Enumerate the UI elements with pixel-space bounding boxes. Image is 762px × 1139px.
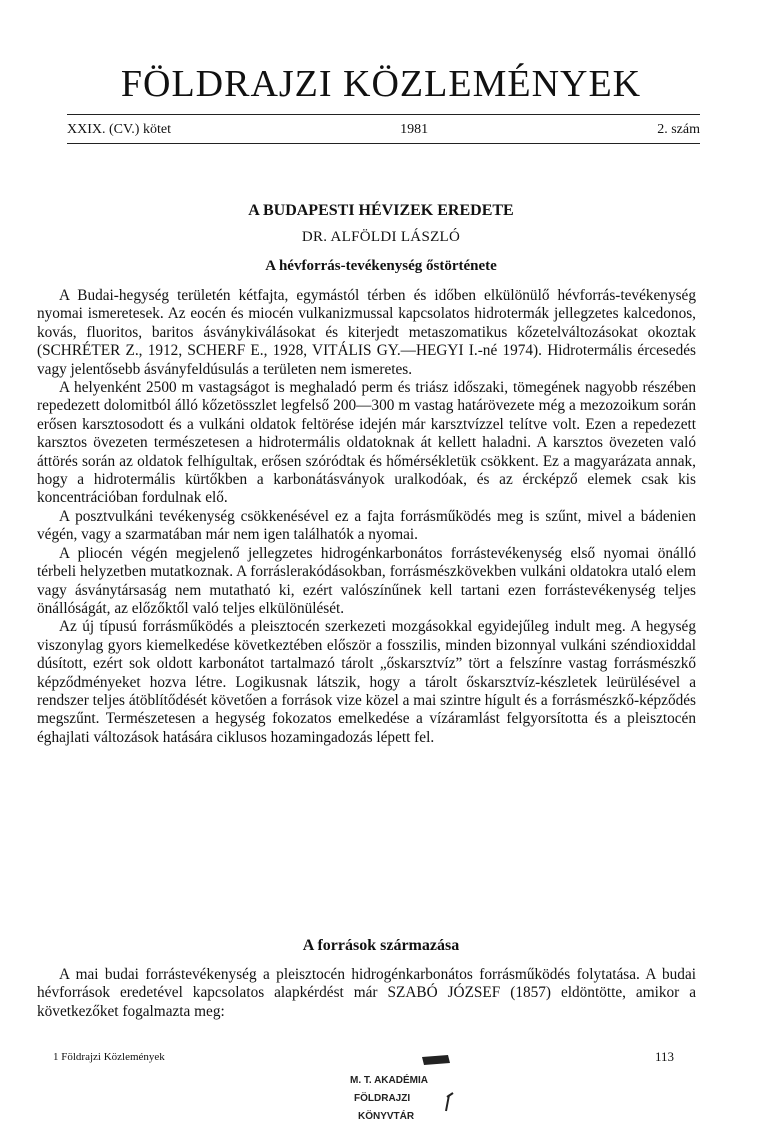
volume-label: XXIX. (CV.) kötet <box>67 122 171 137</box>
article-title: A BUDAPESTI HÉVIZEK EREDETE <box>248 202 514 219</box>
header-rule-bottom <box>67 143 700 144</box>
section-1-body <box>37 287 696 747</box>
library-stamp <box>350 1053 460 1133</box>
paragraph: A posztvulkáni tevékenység csökkenésével ez a fajta forrásműködés meg is szűnt, mivel a bádenien végén, vagy a szarmatában már nem igen találhatók a nyomai. <box>37 507 696 544</box>
section-2-body <box>37 966 696 1021</box>
section-heading-2: A források származása <box>302 937 460 954</box>
footer-signature: 1 Földrajzi Közlemények <box>53 1051 165 1063</box>
paragraph: A Budai-hegység területén kétfajta, egymástól térben és időben elkülönülő hévforrás-tevékenység nyomai ismeretesek. Az eocén és miocén vulkanizmussal kapcsolatos hidrotermák jellegzetes kalcedonos, kovás, fluoritos, baritos ásványkiválásokat és kiterjedt metaszomatikus kőzetelváltozásokat okoztak (SCHRÉTER Z., 1912, SCHERF E., 1928, VITÁLIS GY.—HEGYI I.-né 1974). Hidrotermális ércesedés vagy jelentősebb ásványfeldúsulás a területen nem ismeretes. <box>37 287 696 378</box>
stamp-line: M. T. AKADÉMIA <box>350 1075 428 1086</box>
header-rule-top <box>67 114 700 115</box>
paragraph: Az új típusú forrásműködés a pleisztocén szerkezeti mozgásokkal egyidejűleg indult meg. A hegység viszonylag gyors kiemelkedése következtében először a fosszilis, minden bizonnyal vulkáni széndioxiddal dúsított, ezért sok oldott karbonátot tartalmazó tárolt „őskarsztvíz” tört a felszínre vastag forrásmészkő képződményeket hozva létre. Logikusnak látszik, hogy a tárolt őskarsztvíz-készletek leürülésével a rendszer teljes átöblítődését követően a források vize közel a mai szintre hígult és a forrásmészkő-képződés megszűnt. Természetesen a hegység fokozatos emelkedése a vízáramlást felgyorsította és a pleisztocén éghajlati változások hatására ciklusos hozamingadozás lépett fel. <box>37 618 696 746</box>
article-author: DR. ALFÖLDI LÁSZLÓ <box>301 229 461 245</box>
paragraph: A helyenként 2500 m vastagságot is meghaladó perm és triász időszaki, tömegének nagyobb részében repedezett dolomitból álló kőzetösszlet legfelső 200—300 m vastag határövezete még a mezozoikum során erősen karsztosodott és a vulkáni oldatok feltörése idején már karsztvízzel telítve volt. Ezen a repedezett karsztos övezeten természetesen a hidrotermális oldatoknak át kellett haladni. A karsztos övezeten való áttörés során az oldatok felhígultak, erősen szóródtak és hőmérsékletük csökkent. Ez a magyarázata annak, hogy a hidrotermális kürtőkben a karbonátásványok uralkodóak, és az ércképző elemek csak kis koncentrációban fordulnak elő. <box>37 379 696 507</box>
paragraph: A mai budai forrástevékenység a pleisztocén hidrogénkarbonátos forrásműködés folytatása. A budai hévforrások eredetével kapcsolatos alapkérdést már SZABÓ JÓZSEF (1857) eldöntötte, amikor a következőket fogalmazta meg: <box>37 966 696 1020</box>
page-number: 113 <box>654 1049 674 1064</box>
issue-label: 2. szám <box>657 122 700 137</box>
stamp-line: KÖNYVTÁR <box>358 1111 415 1122</box>
section-heading-1: A hévforrás-tevékenység őstörténete <box>265 258 497 274</box>
stamp-line: FÖLDRAJZI <box>354 1093 411 1104</box>
journal-title: FÖLDRAJZI KÖZLEMÉNYEK <box>120 63 642 105</box>
issue-line <box>67 122 700 138</box>
year-label: 1981 <box>400 122 429 137</box>
paragraph: A pliocén végén megjelenő jellegzetes hidrogénkarbonátos forrástevékenység első nyomai önálló térbeli helyzetben mutatkoznak. A forráslerakódásokban, forrásmészkövekben vulkáni oldatokra utaló elem vagy ásványtársaság nem mutatható ki, ezért valószínűnek kell tartani ezen forrástevékenység teljes önállóságát, az előzőktől való teljes elkülönülését. <box>37 544 696 617</box>
